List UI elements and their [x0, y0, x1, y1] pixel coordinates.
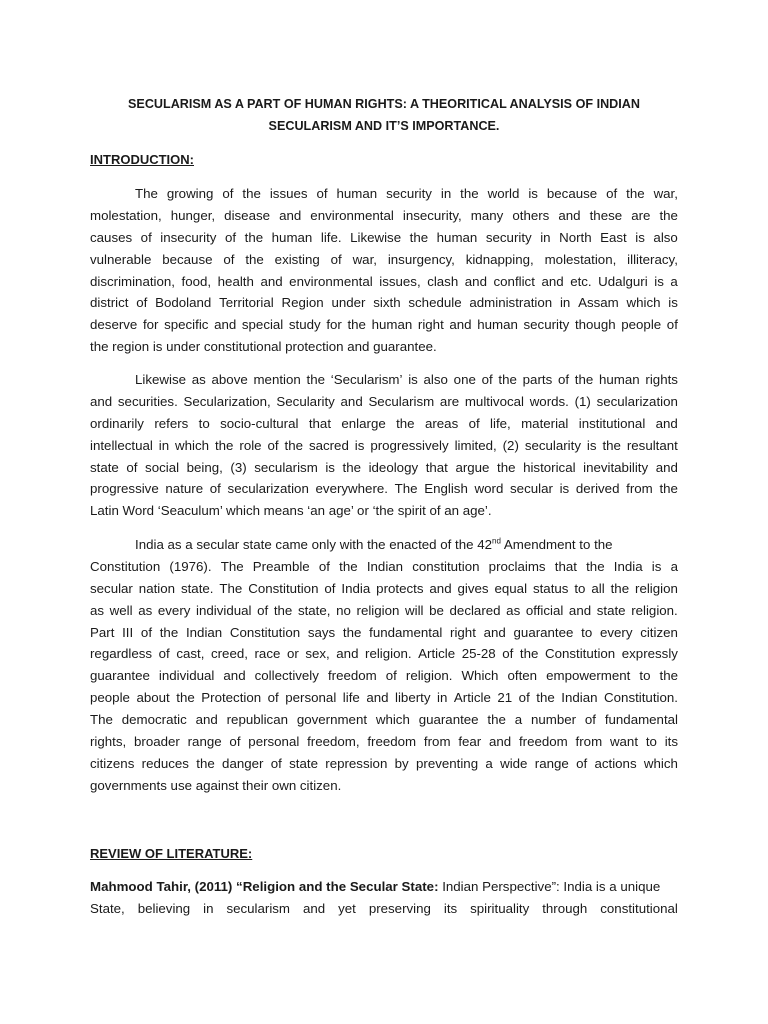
paragraph-line: The democratic and republican government which guarantee the a number of fundamental	[90, 712, 678, 728]
paragraph-line: The growing of the issues of human security in the world is because of the war,	[135, 186, 678, 201]
paragraph-line: secular nation state. The Constitution of India protects and gives equal status to all the religion	[90, 580, 678, 596]
paragraph-line: molestation, hunger, disease and environmental insecurity, many others and these are the	[90, 207, 678, 223]
paragraph-line: intellectual in which the role of the sacred is progressively limited, (2) secularity is the resultant	[90, 437, 678, 453]
paragraph-line: rights, broader range of personal freedom, freedom from fear and freedom from want to its	[90, 734, 678, 750]
title-line-1: SECULARISM AS A PART OF HUMAN RIGHTS: A THEORITICAL ANALYSIS OF INDIAN	[128, 97, 640, 111]
paragraph-line: State, believing in secularism and yet preserving its spirituality through constitutional	[90, 900, 678, 916]
title-line-2: SECULARISM AND IT’S IMPORTANCE.	[268, 118, 500, 133]
paragraph-line: Likewise as above mention the ‘Secularism’ is also one of the parts of the human rights	[135, 372, 678, 387]
paragraph-line: and securities. Secularization, Secularity and Secularism are multivocal words. (1) secularization	[90, 393, 678, 409]
paragraph-line: Part III of the Indian Constitution says the fundamental right and guarantee to every citizen	[90, 624, 678, 640]
paragraph-line: India as a secular state came only with the enacted of the 42nd Amendment to the	[135, 536, 613, 552]
paragraph-line: the region is under constitutional protection and guarantee.	[90, 339, 437, 355]
introduction-heading: INTRODUCTION:	[90, 152, 194, 167]
paragraph-line: district of Bodoland Territorial Region under sixth schedule administration in Assam which is	[90, 295, 678, 311]
intro-paragraph-1	[90, 183, 678, 358]
paragraph-line: ordinarily refers to socio-cultural that enlarge the areas of life, material institutional and	[90, 415, 678, 431]
intro-paragraph-3	[90, 534, 678, 797]
paragraph-line: regardless of cast, creed, race or sex, and religion. Article 25-28 of the Constitution expressly	[90, 646, 678, 662]
paragraph-line: guarantee individual and collectively freedom of religion. Which often empowerment to the	[90, 668, 678, 684]
review-heading: REVIEW OF LITERATURE:	[90, 846, 253, 861]
paragraph-line: deserve for specific and special study for the human right and human security though people of	[90, 317, 678, 333]
paper-title	[90, 94, 678, 137]
paragraph-line: discrimination, food, health and environmental issues, clash and conflict and etc. Udalguri is a	[90, 273, 678, 289]
paragraph-line: causes of insecurity of the human life. Likewise the human security in North East is also	[90, 229, 678, 245]
paragraph-line: people about the Protection of personal life and liberty in Article 21 of the Indian Constitution.	[90, 690, 678, 706]
paragraph-line: vulnerable because of the existing of war, insurgency, kidnapping, molestation, illiteracy,	[90, 251, 678, 267]
paragraph-line: Mahmood Tahir, (2011) “Religion and the Secular State: Indian Perspective”: India is a unique	[90, 879, 661, 894]
review-paragraph	[90, 876, 678, 920]
paragraph-line: Constitution (1976). The Preamble of the Indian constitution proclaims that the India is a	[90, 558, 678, 574]
intro-paragraph-2	[90, 369, 678, 522]
paragraph-line: citizens reduces the danger of state repression by preventing a wide range of actions which	[90, 755, 678, 771]
paragraph-line: state of social being, (3) secularism is the ideology that argue the historical inevitability and	[90, 459, 678, 475]
paragraph-line: Latin Word ‘Seaculum’ which means ‘an age’ or ‘the spirit of an age’.	[90, 503, 492, 519]
paragraph-line: governments use against their own citizen.	[90, 777, 342, 793]
paragraph-line: progressive nature of secularization everywhere. The English word secular is derived from the	[90, 481, 678, 497]
paragraph-line: as well as every individual of the state, no religion will be declared as official and state religion.	[90, 602, 678, 618]
